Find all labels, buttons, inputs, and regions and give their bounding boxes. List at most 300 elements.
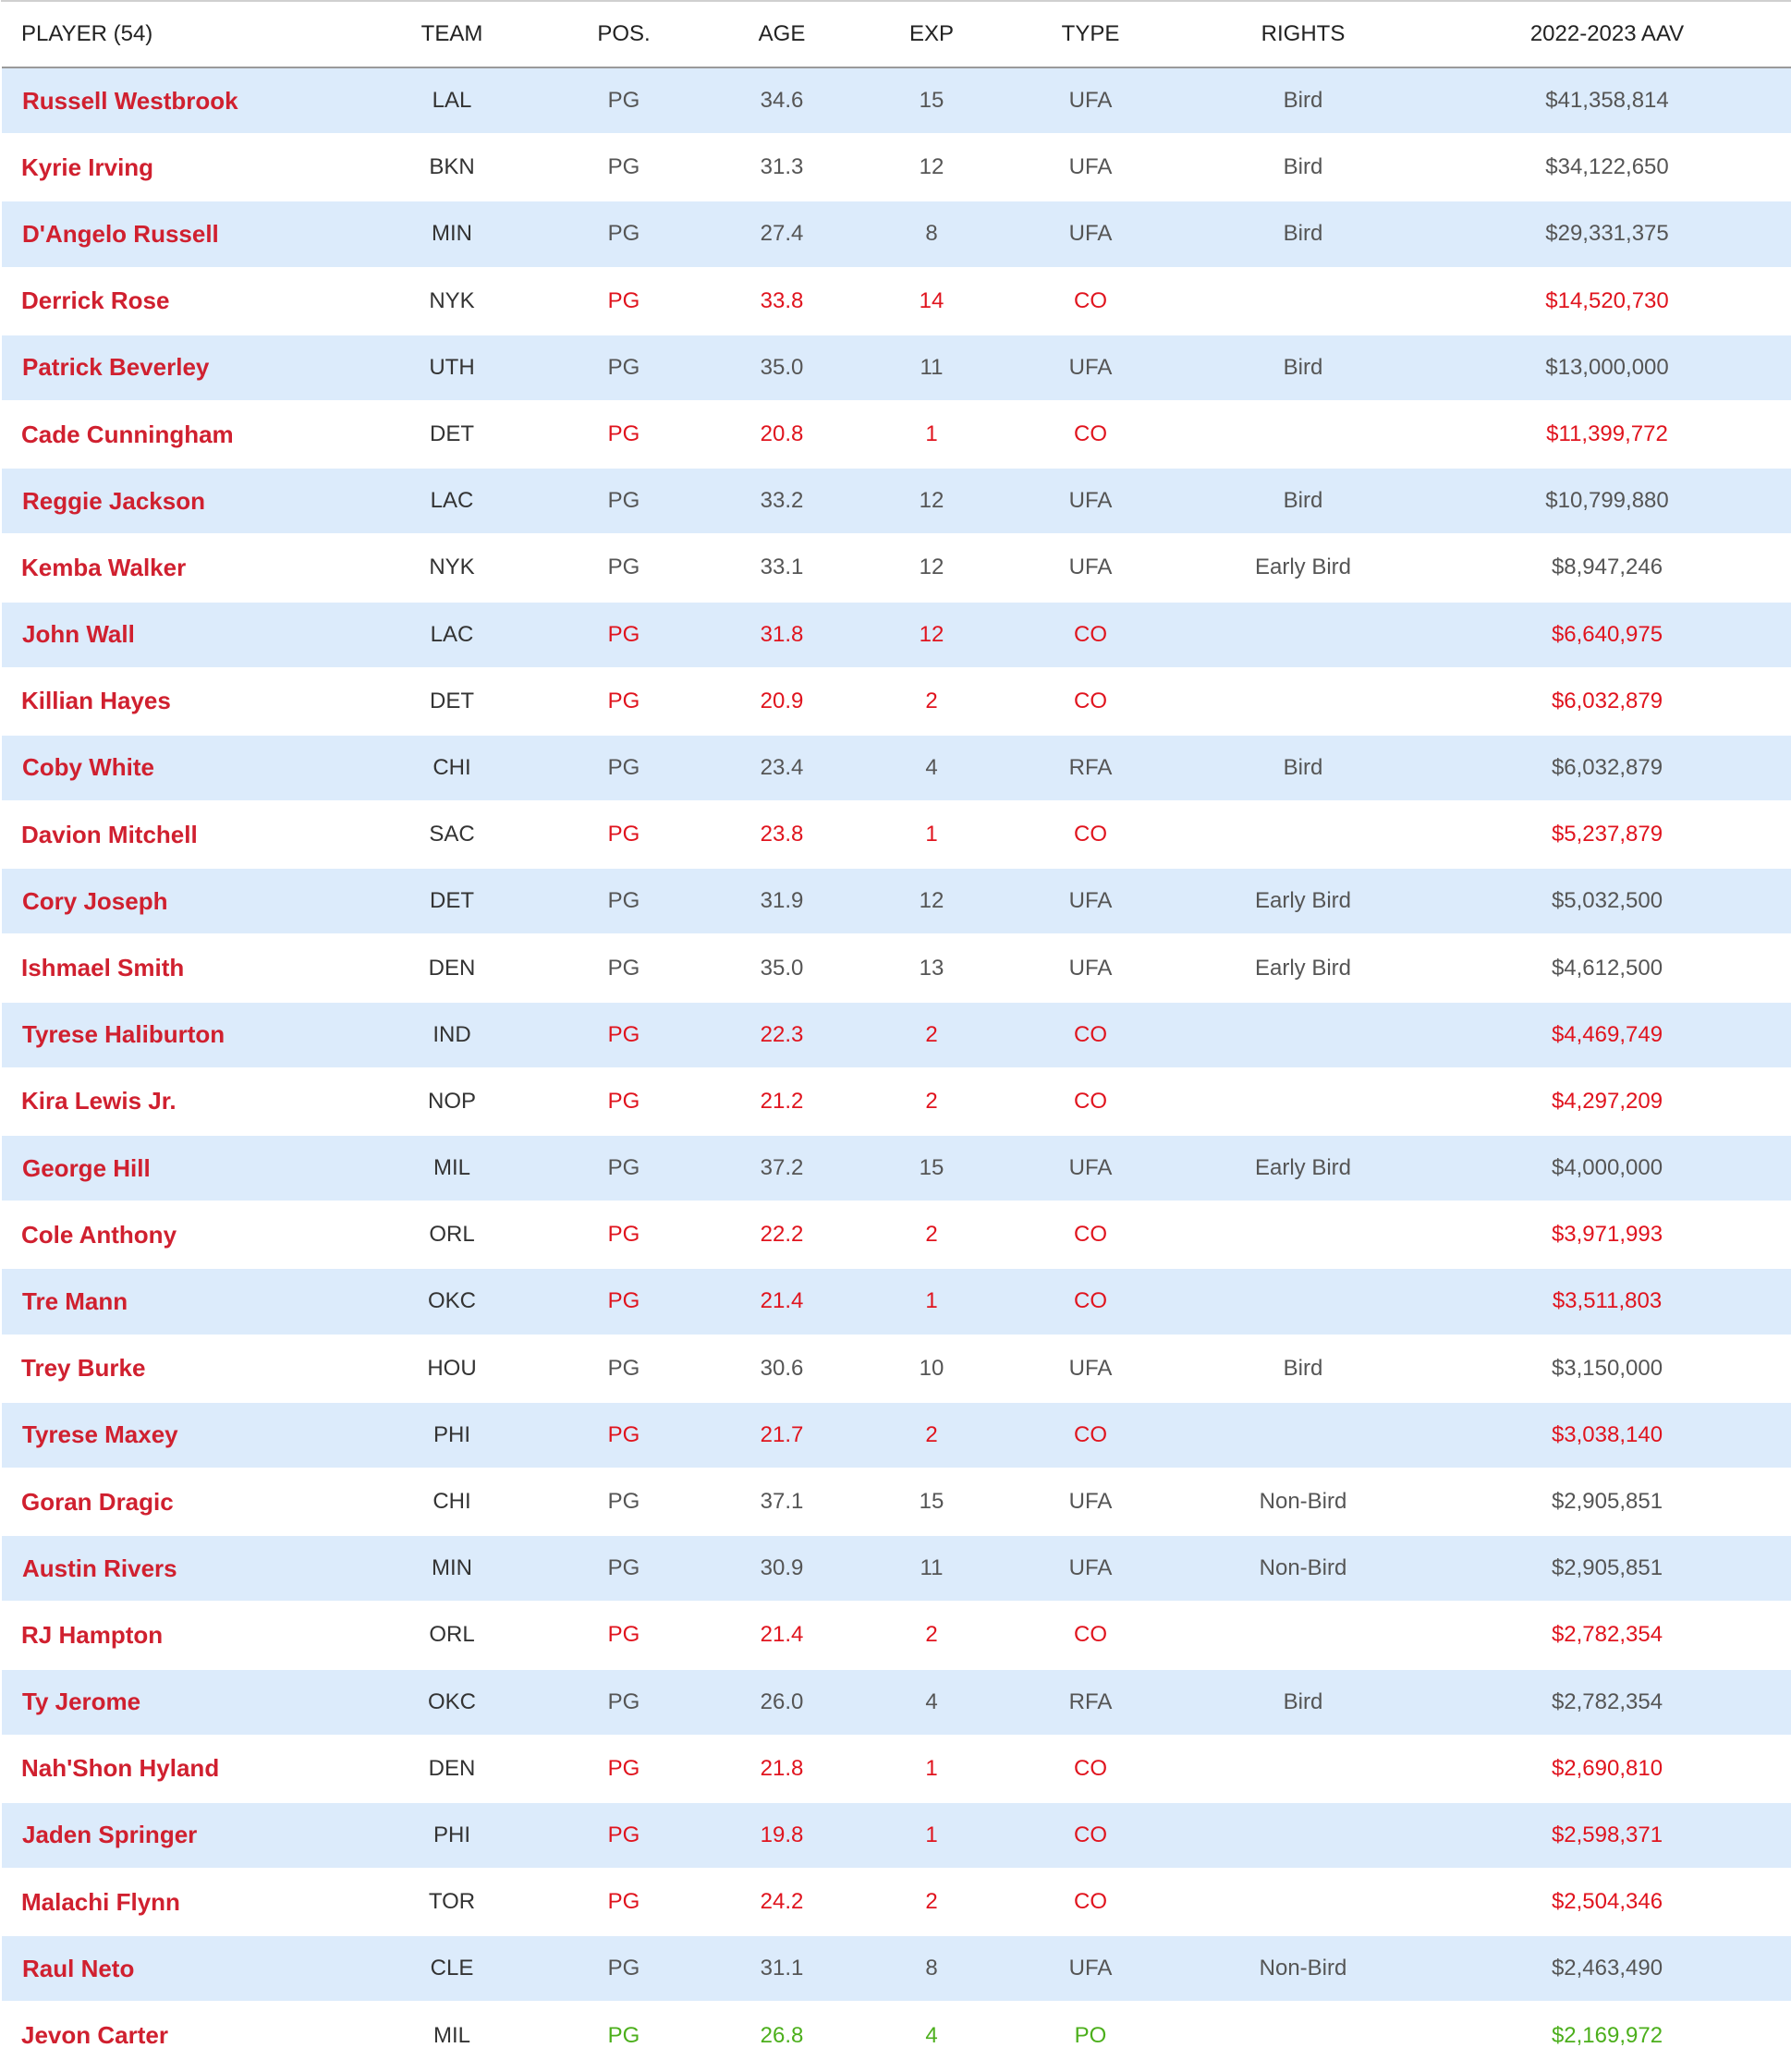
rights-cell: Bird — [1283, 754, 1323, 780]
experience-cell: 4 — [925, 754, 938, 780]
header-rights[interactable]: RIGHTS — [1261, 21, 1346, 46]
type-cell: UFA — [1068, 154, 1113, 180]
position-cell: PG — [607, 754, 640, 780]
position-cell: PG — [607, 955, 640, 981]
age-cell: 19.8 — [760, 1822, 804, 1847]
experience-cell: 12 — [919, 154, 944, 180]
rights-cell: Bird — [1283, 1355, 1323, 1381]
type-cell: UFA — [1068, 1956, 1113, 1981]
experience-cell: 8 — [925, 1956, 938, 1981]
position-cell: PG — [607, 822, 640, 847]
table-row[interactable] — [1, 1002, 1791, 1068]
player-cell — [1, 1402, 354, 1469]
table-row[interactable] — [1, 1669, 1791, 1736]
rights-cell: Bird — [1283, 488, 1323, 514]
player-name-link[interactable]: Tre Mann — [22, 1286, 128, 1315]
position-cell: PG — [607, 2022, 640, 2048]
position-cell: PG — [607, 1822, 640, 1847]
aav-cell: $6,032,879 — [1551, 754, 1663, 780]
type-cell: UFA — [1068, 1155, 1113, 1181]
player-cell — [1, 2002, 354, 2068]
position-cell: PG — [607, 88, 640, 114]
type-cell: CO — [1074, 1755, 1107, 1781]
age-cell: 22.2 — [760, 1222, 804, 1248]
team-cell: OKC — [427, 1288, 476, 1314]
table-row[interactable] — [1, 1602, 1791, 1668]
team-cell: MIN — [432, 221, 472, 247]
player-name-link[interactable]: Cade Cunningham — [21, 420, 234, 448]
player-cell — [1, 468, 354, 534]
team-cell: NYK — [429, 287, 475, 313]
position-cell: PG — [607, 1755, 640, 1781]
header-player[interactable]: PLAYER (54) — [21, 21, 153, 46]
age-cell: 31.9 — [760, 888, 804, 914]
team-cell: NOP — [427, 1088, 476, 1114]
team-cell: HOU — [427, 1355, 477, 1381]
team-cell: OKC — [427, 1688, 476, 1714]
age-cell: 30.6 — [760, 1355, 804, 1381]
age-cell: 33.1 — [760, 555, 804, 580]
table-body — [1, 67, 1791, 2069]
age-cell: 23.8 — [760, 822, 804, 847]
position-cell: PG — [607, 1222, 640, 1248]
team-cell: BKN — [429, 154, 475, 180]
aav-cell: $34,122,650 — [1545, 154, 1669, 180]
rights-cell: Non-Bird — [1259, 1956, 1347, 1981]
table-row[interactable] — [1, 268, 1791, 335]
type-cell: UFA — [1068, 354, 1113, 380]
experience-cell: 2 — [925, 1622, 938, 1648]
position-cell: PG — [607, 1622, 640, 1648]
aav-cell: $4,612,500 — [1551, 955, 1663, 981]
player-name-link[interactable]: RJ Hampton — [21, 1620, 164, 1649]
table-row[interactable] — [1, 1869, 1791, 1935]
age-cell: 35.0 — [760, 955, 804, 981]
rights-cell: Bird — [1283, 154, 1323, 180]
player-name-link[interactable]: Trey Burke — [21, 1354, 146, 1383]
experience-cell: 2 — [925, 688, 938, 713]
team-cell: LAL — [432, 88, 472, 114]
aav-cell: $2,690,810 — [1551, 1755, 1663, 1781]
table-row[interactable] — [1, 1068, 1791, 1135]
experience-cell: 4 — [925, 2022, 938, 2048]
player-name-link[interactable]: Derrick Rose — [21, 286, 170, 315]
type-cell: CO — [1074, 1088, 1107, 1114]
position-cell: PG — [607, 154, 640, 180]
experience-cell: 1 — [925, 1755, 938, 1781]
position-cell: PG — [607, 1021, 640, 1047]
experience-cell: 2 — [925, 1222, 938, 1248]
type-cell: UFA — [1068, 221, 1113, 247]
rights-cell — [1184, 1402, 1422, 1469]
team-cell: NYK — [429, 555, 475, 580]
aav-cell: $10,799,880 — [1545, 488, 1669, 514]
rights-cell: Non-Bird — [1259, 1555, 1347, 1581]
type-cell: CO — [1074, 421, 1107, 447]
rights-cell — [1184, 1068, 1422, 1135]
experience-cell: 15 — [919, 1155, 944, 1181]
experience-cell: 1 — [925, 421, 938, 447]
age-cell: 30.9 — [760, 1555, 804, 1581]
player-cell — [1, 1869, 354, 1935]
table-row[interactable] — [1, 335, 1791, 401]
aav-cell: $6,640,975 — [1551, 621, 1663, 647]
player-cell — [1, 201, 354, 267]
player-name-link[interactable]: Coby White — [22, 753, 154, 782]
table-row[interactable] — [1, 67, 1791, 134]
age-cell: 27.4 — [760, 221, 804, 247]
team-cell: DET — [430, 421, 474, 447]
aav-cell: $2,905,851 — [1551, 1555, 1663, 1581]
age-cell: 24.2 — [760, 1889, 804, 1915]
age-cell: 37.1 — [760, 1489, 804, 1515]
player-name-link[interactable]: John Wall — [22, 620, 135, 649]
experience-cell: 12 — [919, 888, 944, 914]
table-row[interactable] — [1, 1268, 1791, 1335]
player-cell — [1, 134, 354, 201]
table-row[interactable] — [1, 934, 1791, 1001]
aav-cell: $3,511,803 — [1552, 1288, 1663, 1314]
team-cell: PHI — [433, 1822, 470, 1847]
aav-cell: $14,520,730 — [1545, 287, 1669, 313]
table-row[interactable] — [1, 468, 1791, 534]
experience-cell: 12 — [919, 555, 944, 580]
team-cell: MIN — [432, 1555, 472, 1581]
position-cell: PG — [607, 1155, 640, 1181]
player-name-link[interactable]: Austin Rivers — [22, 1554, 177, 1582]
experience-cell: 2 — [925, 1889, 938, 1915]
aav-cell: $2,169,972 — [1551, 2022, 1663, 2048]
type-cell: UFA — [1068, 488, 1113, 514]
player-cell — [1, 335, 354, 401]
rights-cell — [1184, 1268, 1422, 1335]
header-age[interactable]: AGE — [758, 21, 806, 46]
player-name-link[interactable]: Cole Anthony — [21, 1220, 177, 1249]
player-name-link[interactable]: Cory Joseph — [22, 886, 168, 915]
player-cell — [1, 1335, 354, 1402]
position-cell: PG — [607, 555, 640, 580]
experience-cell: 14 — [919, 287, 944, 313]
type-cell: RFA — [1068, 754, 1113, 780]
rights-cell — [1184, 602, 1422, 668]
rights-cell — [1184, 1002, 1422, 1068]
position-cell: PG — [607, 1688, 640, 1714]
rights-cell — [1184, 1201, 1422, 1268]
age-cell: 23.4 — [760, 754, 804, 780]
rights-cell: Bird — [1283, 88, 1323, 114]
rights-cell — [1184, 268, 1422, 335]
player-name-link[interactable]: Tyrese Maxey — [22, 1420, 178, 1449]
aav-cell: $13,000,000 — [1545, 354, 1669, 380]
team-cell: LAC — [430, 488, 474, 514]
type-cell: UFA — [1068, 1489, 1113, 1515]
rights-cell: Bird — [1283, 1688, 1323, 1714]
player-name-link[interactable]: Tyrese Haliburton — [22, 1020, 225, 1049]
player-name-link[interactable]: Kemba Walker — [21, 553, 187, 581]
age-cell: 20.8 — [760, 421, 804, 447]
table-header-row — [1, 1, 1791, 67]
age-cell: 34.6 — [760, 88, 804, 114]
table-row[interactable] — [1, 1469, 1791, 1535]
age-cell: 35.0 — [760, 354, 804, 380]
player-name-link[interactable]: Kyrie Irving — [21, 152, 154, 181]
experience-cell: 1 — [925, 1288, 938, 1314]
type-cell: CO — [1074, 1021, 1107, 1047]
type-cell: CO — [1074, 621, 1107, 647]
player-cell — [1, 1802, 354, 1869]
table-row[interactable] — [1, 1335, 1791, 1402]
position-cell: PG — [607, 1956, 640, 1981]
player-name-link[interactable]: Reggie Jackson — [22, 486, 205, 515]
table-row[interactable] — [1, 1935, 1791, 2002]
position-cell: PG — [607, 488, 640, 514]
player-cell — [1, 1736, 354, 1802]
position-cell: PG — [607, 1421, 640, 1447]
aav-cell: $29,331,375 — [1545, 221, 1669, 247]
type-cell: CO — [1074, 1421, 1107, 1447]
player-name-link[interactable]: Jevon Carter — [21, 2021, 168, 2050]
position-cell: PG — [607, 421, 640, 447]
table-row[interactable] — [1, 1736, 1791, 1802]
type-cell: CO — [1074, 1222, 1107, 1248]
aav-cell: $4,000,000 — [1551, 1155, 1663, 1181]
player-name-link[interactable]: Russell Westbrook — [22, 86, 238, 115]
player-name-link[interactable]: Nah'Shon Hyland — [21, 1754, 220, 1783]
table-row[interactable] — [1, 801, 1791, 868]
aav-cell: $2,782,354 — [1551, 1622, 1663, 1648]
position-cell: PG — [607, 354, 640, 380]
team-cell: TOR — [428, 1889, 476, 1915]
type-cell: CO — [1074, 287, 1107, 313]
table-row[interactable] — [1, 201, 1791, 267]
age-cell: 31.3 — [760, 154, 804, 180]
player-name-link[interactable]: Davion Mitchell — [21, 820, 198, 848]
rights-cell — [1184, 1869, 1422, 1935]
type-cell: UFA — [1068, 1555, 1113, 1581]
type-cell: CO — [1074, 822, 1107, 847]
type-cell: UFA — [1068, 555, 1113, 580]
table-row[interactable] — [1, 1201, 1791, 1268]
player-cell — [1, 1135, 354, 1201]
player-cell — [1, 1002, 354, 1068]
table-row[interactable] — [1, 534, 1791, 601]
position-cell: PG — [607, 1355, 640, 1381]
player-name-link[interactable]: D'Angelo Russell — [22, 219, 219, 248]
player-name-link[interactable]: Killian Hayes — [21, 687, 171, 715]
experience-cell: 2 — [925, 1421, 938, 1447]
position-cell: PG — [607, 1088, 640, 1114]
experience-cell: 10 — [919, 1355, 944, 1381]
type-cell: CO — [1074, 1288, 1107, 1314]
table-row[interactable] — [1, 602, 1791, 668]
aav-cell: $3,038,140 — [1551, 1421, 1663, 1447]
table-row[interactable] — [1, 735, 1791, 801]
rights-cell: Early Bird — [1254, 955, 1352, 981]
team-cell: MIL — [433, 1155, 470, 1181]
position-cell: PG — [607, 1555, 640, 1581]
team-cell: CHI — [433, 754, 471, 780]
aav-cell: $41,358,814 — [1545, 88, 1669, 114]
player-cell — [1, 1535, 354, 1602]
experience-cell: 15 — [919, 1489, 944, 1515]
age-cell: 31.8 — [760, 621, 804, 647]
player-cell — [1, 735, 354, 801]
type-cell: CO — [1074, 1822, 1107, 1847]
player-cell — [1, 268, 354, 335]
age-cell: 33.8 — [760, 287, 804, 313]
position-cell: PG — [607, 621, 640, 647]
position-cell: PG — [607, 1889, 640, 1915]
aav-cell: $4,469,749 — [1551, 1021, 1663, 1047]
team-cell: ORL — [429, 1222, 475, 1248]
player-cell — [1, 1935, 354, 2002]
rights-cell — [1184, 668, 1422, 735]
table-row[interactable] — [1, 1135, 1791, 1201]
type-cell: PO — [1074, 2022, 1107, 2048]
aav-cell: $8,947,246 — [1551, 555, 1663, 580]
age-cell: 26.8 — [760, 2022, 804, 2048]
type-cell: CO — [1074, 1889, 1107, 1915]
rights-cell — [1184, 1802, 1422, 1869]
age-cell: 22.3 — [760, 1021, 804, 1047]
player-cell — [1, 1469, 354, 1535]
aav-cell: $3,150,000 — [1551, 1355, 1663, 1381]
table-row[interactable] — [1, 1402, 1791, 1469]
position-cell: PG — [607, 1288, 640, 1314]
type-cell: RFA — [1068, 1688, 1113, 1714]
experience-cell: 4 — [925, 1688, 938, 1714]
player-cell — [1, 668, 354, 735]
player-cell — [1, 602, 354, 668]
player-name-link[interactable]: Jaden Springer — [22, 1821, 198, 1849]
position-cell: PG — [607, 221, 640, 247]
header-team[interactable]: TEAM — [420, 21, 483, 46]
team-cell: DEN — [428, 1755, 476, 1781]
age-cell: 21.8 — [760, 1755, 804, 1781]
aav-cell: $2,504,346 — [1551, 1889, 1663, 1915]
player-name-link[interactable]: Ishmael Smith — [21, 954, 185, 982]
player-cell — [1, 868, 354, 934]
experience-cell: 11 — [920, 354, 944, 380]
player-cell — [1, 934, 354, 1001]
team-cell: LAC — [430, 621, 474, 647]
type-cell: UFA — [1068, 955, 1113, 981]
rights-cell: Non-Bird — [1259, 1489, 1347, 1515]
aav-cell: $2,905,851 — [1551, 1489, 1663, 1515]
experience-cell: 12 — [919, 621, 944, 647]
team-cell: DET — [430, 888, 474, 914]
experience-cell: 13 — [919, 955, 944, 981]
experience-cell: 2 — [925, 1088, 938, 1114]
header-pos[interactable]: POS. — [597, 21, 651, 46]
rights-cell — [1184, 2002, 1422, 2068]
experience-cell: 12 — [919, 488, 944, 514]
team-cell: CHI — [433, 1489, 471, 1515]
type-cell: UFA — [1068, 88, 1113, 114]
aav-cell: $2,782,354 — [1551, 1688, 1663, 1714]
type-cell: CO — [1074, 1622, 1107, 1648]
experience-cell: 11 — [920, 1555, 944, 1581]
aav-cell: $4,297,209 — [1551, 1088, 1663, 1114]
team-cell: IND — [433, 1021, 471, 1047]
aav-cell: $5,237,879 — [1551, 822, 1663, 847]
rights-cell: Early Bird — [1254, 888, 1352, 914]
header-aav[interactable]: 2022-2023 AAV — [1529, 21, 1685, 46]
aav-cell: $5,032,500 — [1551, 888, 1663, 914]
player-cell — [1, 1068, 354, 1135]
age-cell: 26.0 — [760, 1688, 804, 1714]
age-cell: 21.2 — [760, 1088, 804, 1114]
rights-cell — [1184, 801, 1422, 868]
team-cell: ORL — [429, 1622, 475, 1648]
player-cell — [1, 1669, 354, 1736]
team-cell: DEN — [428, 955, 476, 981]
rights-cell: Early Bird — [1254, 555, 1352, 580]
player-name-link[interactable]: Goran Dragic — [21, 1487, 174, 1516]
rights-cell: Bird — [1283, 221, 1323, 247]
table-row[interactable] — [1, 868, 1791, 934]
aav-cell: $2,598,371 — [1551, 1822, 1663, 1847]
table-row[interactable] — [1, 1535, 1791, 1602]
aav-cell: $3,971,993 — [1551, 1222, 1663, 1248]
age-cell: 37.2 — [760, 1155, 804, 1181]
team-cell: MIL — [433, 2022, 470, 2048]
player-name-link[interactable]: Malachi Flynn — [21, 1887, 180, 1916]
rights-cell: Bird — [1283, 354, 1323, 380]
position-cell: PG — [607, 1489, 640, 1515]
table-row[interactable] — [1, 668, 1791, 735]
table-row[interactable] — [1, 134, 1791, 201]
experience-cell: 8 — [925, 221, 938, 247]
player-cell — [1, 1268, 354, 1335]
player-name-link[interactable]: Patrick Beverley — [22, 353, 210, 382]
type-cell: UFA — [1068, 888, 1113, 914]
aav-cell: $6,032,879 — [1551, 688, 1663, 713]
age-cell: 33.2 — [760, 488, 804, 514]
table-row[interactable] — [1, 401, 1791, 468]
header-type[interactable]: TYPE — [1061, 21, 1120, 46]
position-cell: PG — [607, 688, 640, 713]
experience-cell: 1 — [925, 1822, 938, 1847]
type-cell: UFA — [1068, 1355, 1113, 1381]
age-cell: 31.1 — [760, 1956, 804, 1981]
player-name-link[interactable]: Ty Jerome — [22, 1688, 141, 1716]
table-row[interactable] — [1, 2002, 1791, 2068]
rights-cell: Early Bird — [1254, 1155, 1352, 1181]
table-row[interactable] — [1, 1802, 1791, 1869]
player-name-link[interactable]: George Hill — [22, 1153, 151, 1182]
header-exp[interactable]: EXP — [908, 21, 955, 46]
player-cell — [1, 534, 354, 601]
player-name-link[interactable]: Raul Neto — [22, 1954, 135, 1982]
age-cell: 21.4 — [760, 1288, 804, 1314]
experience-cell: 2 — [925, 1021, 938, 1047]
rights-cell — [1184, 401, 1422, 468]
aav-cell: $2,463,490 — [1551, 1956, 1663, 1981]
player-cell — [1, 67, 354, 134]
age-cell: 21.4 — [760, 1622, 804, 1648]
rights-cell — [1184, 1602, 1422, 1668]
team-cell: SAC — [429, 822, 475, 847]
experience-cell: 1 — [925, 822, 938, 847]
player-name-link[interactable]: Kira Lewis Jr. — [21, 1087, 177, 1115]
age-cell: 20.9 — [760, 688, 804, 713]
player-cell — [1, 1201, 354, 1268]
aav-cell: $11,399,772 — [1546, 421, 1668, 447]
position-cell: PG — [607, 888, 640, 914]
team-cell: PHI — [433, 1421, 470, 1447]
age-cell: 21.7 — [760, 1421, 804, 1447]
